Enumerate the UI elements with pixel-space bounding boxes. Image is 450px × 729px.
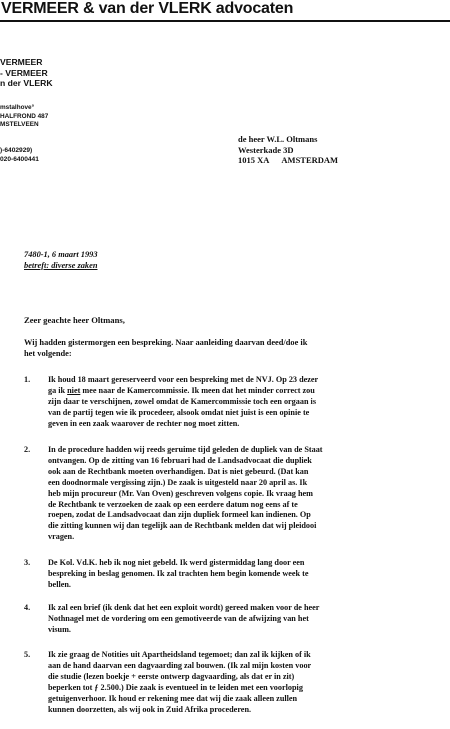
reference-subject: betreft: diverse zaken [24, 261, 98, 270]
list-item-line: Nothnagel met de vordering om een gemotiveerde van de afwijzing van het [48, 613, 309, 623]
list-item-line: Ik zie graag de Notities uit Apartheidsland tegemoet; dan zal ik kijken of ik [48, 650, 311, 659]
header-rule [0, 20, 450, 22]
letterhead-title: VERMEER & van der VLERK advocaten [1, 0, 294, 17]
sender-phone [0, 146, 39, 164]
list-item-line: Ik houd 18 maart gereserveerd voor een bespreking met de NVJ. Op 23 dezer [48, 375, 319, 384]
list-item-line: ontvangen. Op de zitting van 16 februari had de Landsadvocaat die dupliek [48, 455, 312, 465]
list-item-3 [24, 558, 444, 592]
list-item-body [48, 603, 444, 636]
list-item-number: 3. [24, 558, 31, 567]
intro-line: het volgende: [24, 349, 72, 358]
list-item-line: aan de hand daarvan een dagvaarding zal bouwen. (Ik zal mijn kosten voor [48, 660, 312, 670]
list-item-4 [24, 603, 444, 637]
list-item-line: ook aan de Rechtbank moeten overhandigen. Dat is niet gebeurd. (Dat kan [48, 466, 309, 476]
recipient-name: de heer W.L. Oltmans [238, 134, 318, 144]
intro-line: Wij hadden gistermorgen een bespreking. Naar aanleiding daarvan deed/doe ik [24, 338, 308, 347]
sender-phone-line: 020-6400441 [0, 156, 39, 163]
list-item-body [48, 445, 444, 543]
list-item-line: zijn daar te verschijnen, zowel omdat de Kamercommissie toch een orgaan is [48, 396, 317, 406]
list-item-line: kunnen doorzetten, als wij ook in Zuid Afrika procederen. [48, 704, 252, 714]
list-item-line: bellen. [48, 579, 71, 589]
list-item-line: geven in een zaak waarover de rechter nog moet zitten. [48, 418, 240, 428]
list-item-5 [24, 650, 444, 720]
list-item-line: getuigenverhoor. Ik houd er rekening mee dat wij die zaak alleen zullen [48, 693, 298, 703]
recipient-address [238, 134, 338, 166]
sender-address [0, 104, 48, 130]
list-item-line: bespreking in beslag genomen. Ik zal trachten hem begin komende week te [48, 568, 309, 578]
recipient-city: AMSTERDAM [281, 155, 339, 165]
list-item-line: heb mijn procureur (Mr. Van Oven) geschreven volgens copie. Ik vraag hem [48, 488, 313, 498]
sender-address-line: MSTELVEEN [0, 121, 39, 129]
sender-address-line: mstalhove° [0, 104, 35, 111]
list-item-body [48, 650, 444, 715]
recipient-postcode: 1015 XA [238, 155, 270, 165]
sender-name-line: VERMEER [0, 57, 43, 67]
intro-paragraph [24, 337, 442, 359]
list-item-number: 5. [24, 650, 31, 659]
list-item-1 [24, 375, 444, 428]
list-item-body [48, 558, 444, 591]
sender-phone-line: )-6402929) [0, 147, 33, 154]
list-item-line: vragen. [48, 532, 75, 542]
sender-names [0, 57, 53, 89]
list-item-line [48, 386, 444, 397]
list-item-number: 1. [24, 375, 31, 384]
list-item-line: die zitting kunnen wij dan tegelijk aan de Rechtbank melden dat wij pleidooi [48, 521, 317, 531]
list-item-line: visum. [48, 624, 71, 634]
list-item-underlined-text: niet [67, 385, 81, 395]
list-item-text: ga ik [48, 385, 68, 395]
list-item-number: 4. [24, 603, 31, 612]
list-item-2 [24, 445, 444, 545]
reference-block [24, 249, 98, 271]
list-item-number: 2. [24, 445, 31, 454]
salutation: Zeer geachte heer Oltmans, [24, 315, 125, 325]
list-item-line: roepen, zodat de Landsadvocaat dan zijn dupliek formeel kan indienen. Op [48, 510, 311, 520]
list-item-text: mee naar de Kamercommissie. Ik meen dat het minder correct zou [80, 385, 315, 395]
list-item-line: beperken tot ƒ 2.500.) Die zaak is eventueel in te leiden met een voorlopig [48, 682, 303, 692]
sender-address-line: HALFROND 487 [0, 112, 49, 120]
sender-name-line: n der VLERK [0, 78, 53, 88]
list-item-line: van de partij tegen wie ik procedeer, alsook omdat niet juist is een opinie te [48, 407, 310, 417]
recipient-street: Westerkade 3D [238, 144, 294, 155]
recipient-postal-line [238, 155, 338, 166]
list-item-line: In de procedure hadden wij reeds geruime tijd geleden de dupliek van de Staat [48, 445, 323, 454]
reference-date: 7480-1, 6 maart 1993 [24, 250, 98, 259]
list-item-line: Ik zal een brief (ik denk dat het een exploit wordt) gereed maken voor de heer [48, 603, 320, 612]
list-item-line: die studie (lezen boekje + eerste ontwerp dagvaarding, als dat er in zit) [48, 671, 295, 681]
list-item-line: een doodnormale vergissing zijn.) De zaak is uitgesteld naar 20 april as. Ik [48, 477, 308, 487]
list-item-line: De Kol. Vd.K. heb ik nog niet gebeld. Ik werd gistermiddag lang door een [48, 558, 305, 567]
sender-name-line: - VERMEER [0, 67, 48, 78]
list-item-body [48, 375, 444, 430]
list-item-line: de Rechtbank te verzoeken de zaak op een eerdere datum nog eens af te [48, 499, 298, 509]
